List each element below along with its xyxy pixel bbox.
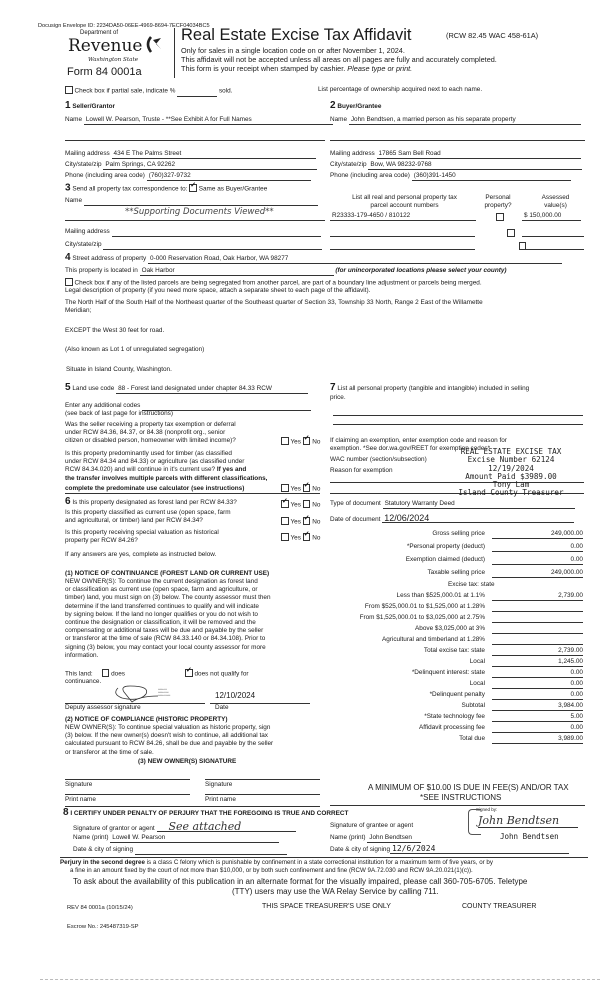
tax-calc-label: Less than $525,000.01 at 1.1% [396,592,485,599]
grantee-date-field[interactable]: 12/6/2024 [390,845,569,854]
tax-calc-value[interactable]: 0.00 [492,680,583,689]
tax-calc-label: Exemption claimed (deduct) [405,556,485,563]
see-instructions: *SEE INSTRUCTIONS [420,793,502,802]
q-current-use-answer [281,517,320,527]
tax-calc-label: Agricultural and timberland at 1.28% [381,636,485,643]
dor-logo [68,35,162,56]
form-number: Form 84 0001a [67,66,142,78]
yes-label: Yes [290,485,301,493]
owner-print-name-field[interactable] [65,794,190,795]
stamp-line: Amount Paid $3989.00 [465,471,557,481]
exemption-note: If claiming an exemption, enter exemption code and reason for [330,437,507,444]
tax-calc-label: Local [469,680,485,687]
print-name-label: Print name [205,796,236,803]
tax-calc-label: Total excise tax: state [423,647,485,654]
section-title: Seller/Grantor [72,103,115,110]
state-label: Washington State [88,57,139,63]
legal-text: (Also known as Lot 1 of unregulated segregation) [65,346,205,353]
tax-corr-mail-field[interactable] [112,228,321,237]
tax-calc-label: *Delinquent interest: state [411,669,485,676]
field-label: Type of document [330,500,381,507]
question-bold: the transfer involves multiple parcels with different classifications, [65,474,268,482]
section-title: Send all property tax correspondence to: [72,185,188,193]
notice-line: signing (3) below, you may contact your local county assessor for more [65,643,266,651]
parcel-row [330,212,480,221]
county-treasurer-label: COUNTY TREASURER [462,903,537,910]
notice-line: information. [65,651,99,659]
grantee-signature[interactable]: John Bendtsen [478,815,578,828]
same-as-buyer-label: Same as Buyer/Grantee [198,185,268,193]
tax-corr-name-line2[interactable] [65,220,325,221]
header-text: Personal [485,194,511,201]
parcel-account-field[interactable]: R23333-179-4650 / 810122 [330,212,476,221]
tax-calc-label: Taxable selling price [427,569,485,576]
notice1-text [65,578,271,660]
parcel-account-field[interactable] [330,236,475,237]
certify-heading [63,809,348,818]
field-label: Date & city of signing [330,846,391,853]
header-text: List all real and personal property tax [352,194,457,201]
q-historic [65,529,219,545]
tax-calc-value[interactable]: 0.00 [492,724,583,733]
print-name-label: Print name [65,796,96,803]
question-text: Is this property predominantly used for timber (as classified [65,450,232,457]
grantor-signature[interactable]: See attached [157,822,296,832]
legal-text: Meridian; [65,307,92,314]
no-label: No [312,534,321,542]
tax-corr-city-row [65,241,322,250]
page-title: Real Estate Excise Tax Affidavit [181,26,412,44]
located-field[interactable]: Oak Harbor [140,267,334,276]
section-title: List all personal property (tangible and intangible) included in selling [337,385,530,392]
buyer-name-field[interactable]: John Bendtsen, a married person as his separate property [349,116,581,125]
legal-text: The North Half of the South Half of the Northeast quarter of the Southeast quarter of Section 33, Township 33 North, Range 2 East of the Willamette [65,299,483,306]
yes-label: Yes [290,534,301,542]
minimum-due-note: A MINIMUM OF $10.00 IS DUE IN FEE(S) AND/OR TAX [368,783,569,792]
tax-calc-value[interactable]: 5.00 [492,713,583,722]
yes-checkbox[interactable] [281,517,289,525]
notice-line: calculated pursuant to RCW 84.26, shall be due and payable by the seller [65,740,274,748]
tax-calc-label: *Delinquent penalty [429,691,485,698]
signed-by-label: Signed by: [475,806,498,814]
does-not-qualify-checkbox[interactable] [185,669,193,677]
continuance-label: continuance. [65,678,102,685]
seller-phone-row [65,172,311,181]
yes-checkbox[interactable] [281,437,289,445]
field-label: Street address of property [72,255,147,262]
buyer-name-line2[interactable] [330,140,585,141]
yes-label: Yes [290,438,301,446]
wac-label: WAC number (section/subsection) [330,456,427,463]
field-label: Signature of grantee or agent [330,822,414,829]
tax-calc-label: Excise tax: state [448,581,495,588]
q-current-use [65,509,231,525]
section-number: 4 [65,252,71,263]
tax-calc-value[interactable]: 3,984.00 [492,702,583,711]
tax-corr-name-field[interactable] [84,197,318,206]
seller-name-line2[interactable] [65,140,325,141]
tax-calc-value[interactable]: 0.00 [492,691,583,700]
header-text: property? [484,202,512,210]
notice2-text [65,724,273,757]
rcw-citation: (RCW 82.45 WAC 458-61A) [446,31,539,40]
assessor-date: 12/10/2024 [215,691,256,700]
stamp-line: Island County Treasurer [458,488,564,498]
tax-corr-name-row [65,197,318,206]
grantor-name-row [73,834,279,843]
treasurer-use-label: THIS SPACE TREASURER'S USE ONLY [262,903,391,910]
street-row [65,254,562,264]
question-bold: complete the predominate use calculator (see instructions) [65,485,320,494]
rev-number: REV 84 0001a (10/15/24) [67,905,133,911]
dept-label: Department of [80,30,119,36]
field-label: City/state/zip [65,241,102,248]
land-use-code-field[interactable]: 88 - Forest land designated under chapter 84.33 RCW [116,385,308,394]
owner-signature-field[interactable] [205,779,320,780]
buyer-phone-field[interactable]: (360)391-1450 [412,172,571,181]
stamp-line: 12/19/2024 [488,463,534,473]
perjury-note: a fine in an amount fixed by the court of not more than $10,000, or by both such confinement and fine (RCW 9A.72.030 and RCW 9A.20.021(1)(c)). [70,867,473,874]
digital-signature-details: ▪▪▪▪▪▪▪▪▪▪ ▪▪▪▪▪▪▪▪▪▪▪▪ ▪▪▪▪▪▪▪▪▪▪▪▪▪▪ [158,688,171,697]
seller-mail-row [65,150,316,159]
personal-property-checkbox[interactable] [496,213,504,221]
grantor-date-row [73,846,287,855]
stamp-line: Tony Lam [492,480,530,490]
field-label: Signature of grantor or agent [73,825,155,832]
section-number: 2 [330,100,336,111]
reason-label: Reason for exemption [330,467,393,474]
field-label: Mailing address [65,228,110,235]
tax-calc-value[interactable]: 249,000.00 [492,569,583,578]
personal-property-checkbox[interactable] [507,229,515,237]
notice-line: or classification as current use (open space, farm and agriculture, or [65,586,258,594]
notice1-title: (1) NOTICE OF CONTINUANCE (FOREST LAND OR CURRENT USE) [65,570,270,577]
ownership-note: List percentage of ownership acquired next to each name. [318,86,483,93]
date-label: Date [215,704,229,711]
yes-label: Yes [290,501,301,509]
sold-label: sold. [218,87,233,95]
field-label: Mailing address [65,150,110,157]
question-text: Is this property classified as current use (open space, farm [65,509,231,516]
q-forest-answer [281,500,320,510]
dor-mark-icon [144,35,162,53]
scan-artifact-line [40,979,600,980]
personal-header [478,194,518,210]
field-label: Name (print) [330,834,366,841]
personal-prop-heading2: price. [330,394,346,401]
buyer-mail-field[interactable]: 17865 Sam Bell Road [377,150,581,159]
tax-corr-heading [65,184,267,194]
legal-text: EXCEPT the West 30 feet for road. [65,327,165,334]
q-timber-answer [281,484,320,494]
notice-line: determine if the land transferred continues to qualify and will indicate [65,602,259,610]
no-label: No [312,438,321,446]
field-label: Name [65,116,83,123]
grantee-date-row [330,845,569,854]
does-checkbox[interactable] [102,669,110,677]
no-checkbox[interactable] [303,533,311,541]
yes-checkbox[interactable] [281,484,289,492]
field-label: Mailing address [330,150,375,157]
field-label: Phone (including area code) [65,172,145,179]
notice-line: or transferor at the time of sale (RCW 84.33.140 or 84.34.108). Prior to [65,635,266,643]
partial-percent-field[interactable] [177,88,217,97]
question-text: under RCW 84.34 and 84.33) or agriculture (as classified under [65,458,245,466]
tax-calc-label: Subtotal [461,702,485,709]
buyer-city-field[interactable]: Bow, WA 98232-9768 [368,161,582,170]
question-text: property per RCW 84.26? [65,537,138,545]
tax-calc-label: Total due [459,735,485,742]
tax-calc-value[interactable]: 0.00 [492,669,583,678]
does-not-label: does not qualify for [194,670,249,678]
doc-type-row [330,500,575,509]
no-checkbox[interactable] [303,517,311,525]
section-number: 6 [65,496,71,507]
seller-phone-field[interactable]: (760)327-9732 [147,172,311,181]
yes-checkbox[interactable] [281,533,289,541]
stamp-line: Excise Number 62124 [467,455,555,465]
tax-calc-label: Local [469,658,485,665]
deputy-label: Deputy assessor signature [65,704,141,711]
tax-calc-value[interactable] [492,625,583,634]
legal-label: Legal description of property (if you need more space, attach a separate sheet to each page of the affidavit). [65,287,371,294]
seller-city-row [65,161,317,170]
parcel-header [332,194,477,210]
section-number: 5 [65,382,71,393]
no-checkbox[interactable] [303,500,311,508]
question-text: Is this property receiving special valuation as historical [65,529,219,536]
buyer-city-row [330,161,582,170]
tax-calc-value[interactable]: 1,245.00 [492,658,583,667]
if-any-note: If any answers are yes, complete as instructed below. [65,551,217,558]
q-historic-answer [281,533,320,543]
question-bold: If yes and [216,466,247,474]
partial-label: Check box if partial sale, indicate % [74,87,176,95]
does-not-row [185,669,249,679]
question-text: and agricultural, or timber) land per RCW 84.34? [65,517,203,525]
notice-line: NEW OWNER(S): To continue the current designation as forest land [65,578,258,585]
partial-sale-checkbox[interactable] [65,86,73,94]
seller-name-row [65,116,333,125]
tax-calc-label: *Personal property (deduct) [406,543,485,550]
buyer-phone-row [330,172,571,181]
no-checkbox[interactable] [303,437,311,445]
perjury-bold: Perjury in the second degree [60,859,145,866]
signature-label: Signature [205,781,233,788]
same-as-buyer-checkbox[interactable] [189,184,197,192]
header-text: Assessed [541,194,570,201]
header-note [181,65,412,73]
tax-calc-label: Affidavit processing fee [419,724,485,731]
tax-calc-label: From $525,000.01 to $1,525,000 at 1.28% [364,603,485,610]
section-title: I CERTIFY UNDER PENALTY OF PERJURY THAT THE FOREGOING IS TRUE AND CORRECT [70,810,349,817]
field-label: City/state/zip [330,161,367,168]
new-owner-sig-title: (3) NEW OWNER(S) SIGNATURE [138,758,237,765]
no-label: No [312,501,321,509]
tax-calc-label: Above $3,025,000 at 3% [415,625,485,632]
docusign-name: John Bendtsen [500,832,559,841]
stamp-line: REAL ESTATE EXCISE TAX [460,447,562,456]
signature-label: Signature [65,781,93,788]
perjury-note [60,859,493,867]
no-label: No [312,485,321,493]
q-forest [65,498,237,507]
land-use-row [65,384,308,394]
tax-calc-value[interactable]: 0.00 [492,556,583,565]
legal-text: Situate in Island County, Washington. [66,366,172,373]
grantor-sig-row [73,822,296,833]
buyer-name-row [330,116,581,125]
note-italic: Please type or print. [347,64,413,73]
header-text: parcel account numbers [370,202,439,210]
header-divider [174,28,175,78]
notice2-title: (2) NOTICE OF COMPLIANCE (HISTORIC PROPERTY) [65,716,228,723]
q-exemption-answer [281,437,320,447]
doc-date-field[interactable]: 12/06/2024 [382,514,574,523]
tax-calc-label: From $1,525,000.01 to $3,025,000 at 2.75% [359,614,485,621]
note-text: This form is your receipt when stamped by cashier. [181,64,346,73]
field-label: Land use code [72,385,115,392]
header-text: value(s) [544,202,567,210]
tax-calc-value[interactable] [492,636,583,645]
divider [65,806,320,807]
tax-corr-city-field[interactable] [103,241,322,250]
yes-checkbox[interactable] [281,500,289,508]
seller-mail-field[interactable]: 434 E The Palms Street [112,150,316,159]
field-label: This land: [65,670,93,678]
question-text: citizen or disabled person, homeowner with limited income)? [65,437,236,445]
partial-sale-row [65,86,232,97]
located-row [65,267,507,276]
question-text: under RCW 84.36, 84.37, or 84.38 (nonprofit org., senior [65,429,226,437]
header-note: Only for sales in a single location code on or after November 1, 2024. [181,46,405,55]
does-label: does [111,670,125,678]
street-address-field[interactable]: 0-000 Reservation Road, Oak Harbor, WA 98277 [148,255,562,264]
escrow-number: Escrow No.: 245487319-SP [67,924,139,930]
question-text: Was the seller receiving a property tax exemption or deferral [65,421,236,428]
divider [330,805,585,806]
tax-calc-value[interactable]: 0.00 [492,543,583,552]
question-text: RCW 84.34.020) and will continue in it's current use? [65,466,216,474]
header-note: This affidavit will not be accepted unless all areas on all pages are fully and accurately completed. [181,55,497,64]
grantee-sig-row [330,822,413,830]
seller-heading [65,102,115,111]
notice-line: by signing below. If the land no longer qualifies or you do not wish to [65,610,258,618]
personal-prop-field[interactable] [333,415,583,416]
unincorporated-note: (for unincorporated locations please select your county) [335,267,507,274]
yes-label: Yes [290,518,301,526]
section-title: Buyer/Grantee [337,103,382,110]
section-number: 7 [330,382,336,393]
assessed-value-field[interactable] [522,249,584,250]
seller-name-field[interactable]: Lowell W. Pearson, Truste - **See Exhibit A for Full Names [84,116,333,125]
q-exemption [65,421,236,446]
section-number: 3 [65,182,71,194]
notice-line: NEW OWNER(S): To continue special valuation as historic property, sign [65,724,271,731]
parcel-account-field[interactable] [330,249,475,250]
assessed-value-field[interactable]: $ 150,000.00 [522,212,581,221]
grantor-date-field[interactable] [135,846,287,855]
tax-calc-label: *State technology fee [424,713,485,720]
field-label: City/state/zip [65,161,102,168]
personal-prop-heading [330,384,529,393]
section-number: 8 [63,807,69,818]
segregate-checkbox[interactable] [65,278,73,286]
accessibility-note: (TTY) users may use the WA Relay Service by calling 711. [232,887,439,896]
grantee-name-field[interactable]: John Bendtsen [367,834,421,843]
no-label: No [312,518,321,526]
tax-calc-value[interactable]: 2,739.00 [492,592,583,601]
tax-calc-value[interactable] [492,614,583,623]
tax-calc-label: Gross selling price [432,530,485,537]
owner-signature-field[interactable] [65,779,190,780]
doc-type-field[interactable]: Statutory Warranty Deed [383,500,575,509]
notice-line: timber) land, you must sign on (3) below. The county assessor must then [65,594,271,602]
field-label: Name [330,116,348,123]
personal-prop-field[interactable] [333,424,583,425]
owner-print-name-field[interactable] [205,794,320,795]
notice-line: or transferor at the time of sale. [65,748,154,756]
segregate-label: Check box if any of the listed parcels are being segregated from another parcel, are part of a boundary line adjustment or parcels being merged. [74,279,482,287]
buyer-mail-row [330,150,581,159]
grantor-name-field[interactable]: Lowell W. Pearson [110,834,279,843]
notice-line: compensating or additional taxes will be due and payable by the seller [65,627,264,635]
agency-name: Revenue [68,36,143,56]
grantee-name-row [330,834,421,843]
section-number: 1 [65,100,71,111]
tax-calc-value[interactable]: 249,000.00 [492,530,583,539]
assessed-value-field[interactable] [522,236,584,237]
exemption-note: exemption. *See dor.wa.gov/REET for exemption codes* [330,445,491,452]
notice-line: (3) below. If the new owner(s) doesn't wish to continue, all additional tax [65,732,268,740]
see-back-note: (see back of last page for instructions) [65,410,173,417]
tax-calc-value[interactable]: 3,989.00 [492,735,583,744]
seller-city-field[interactable]: Palm Springs, CA 92262 [103,161,317,170]
field-label: Phone (including area code) [330,172,410,179]
tax-calc-value[interactable]: 2,739.00 [492,647,583,656]
divider [60,857,588,858]
accessibility-note: To ask about the availability of this publication in an alternate format for the visually impaired, please call 360-705-6705. Teletype [73,877,528,886]
field-label: Name (print) [73,834,109,841]
tax-calc-value[interactable] [492,603,583,612]
treasurer-stamp [446,448,576,498]
supporting-docs-stamp: **Supporting Documents Viewed** [125,207,274,217]
field-label: Enter any additional codes [65,402,141,409]
question-text: Is this property designated as forest land per RCW 84.33? [72,499,237,506]
field-label: Date & city of signing [73,846,134,853]
doc-date-row [330,514,574,524]
notice-line: continue the designation or classification, it will be removed and the [65,619,256,627]
tax-corr-mail-row [65,228,321,237]
buyer-heading [330,102,381,111]
field-label: Date of document [330,516,381,523]
perjury-text: is a class C felony which is punishable by confinement in a state correctional institution for a maximum term of five years, or by [144,859,493,866]
no-checkbox[interactable] [303,484,311,492]
envelope-id: Docusign Envelope ID: 2234DA50-06EE-4969-8694-7ECF04034BC5 [38,23,210,29]
assessed-header [528,194,583,210]
field-label: Name [65,197,83,204]
field-label: This property is located in [65,267,138,274]
